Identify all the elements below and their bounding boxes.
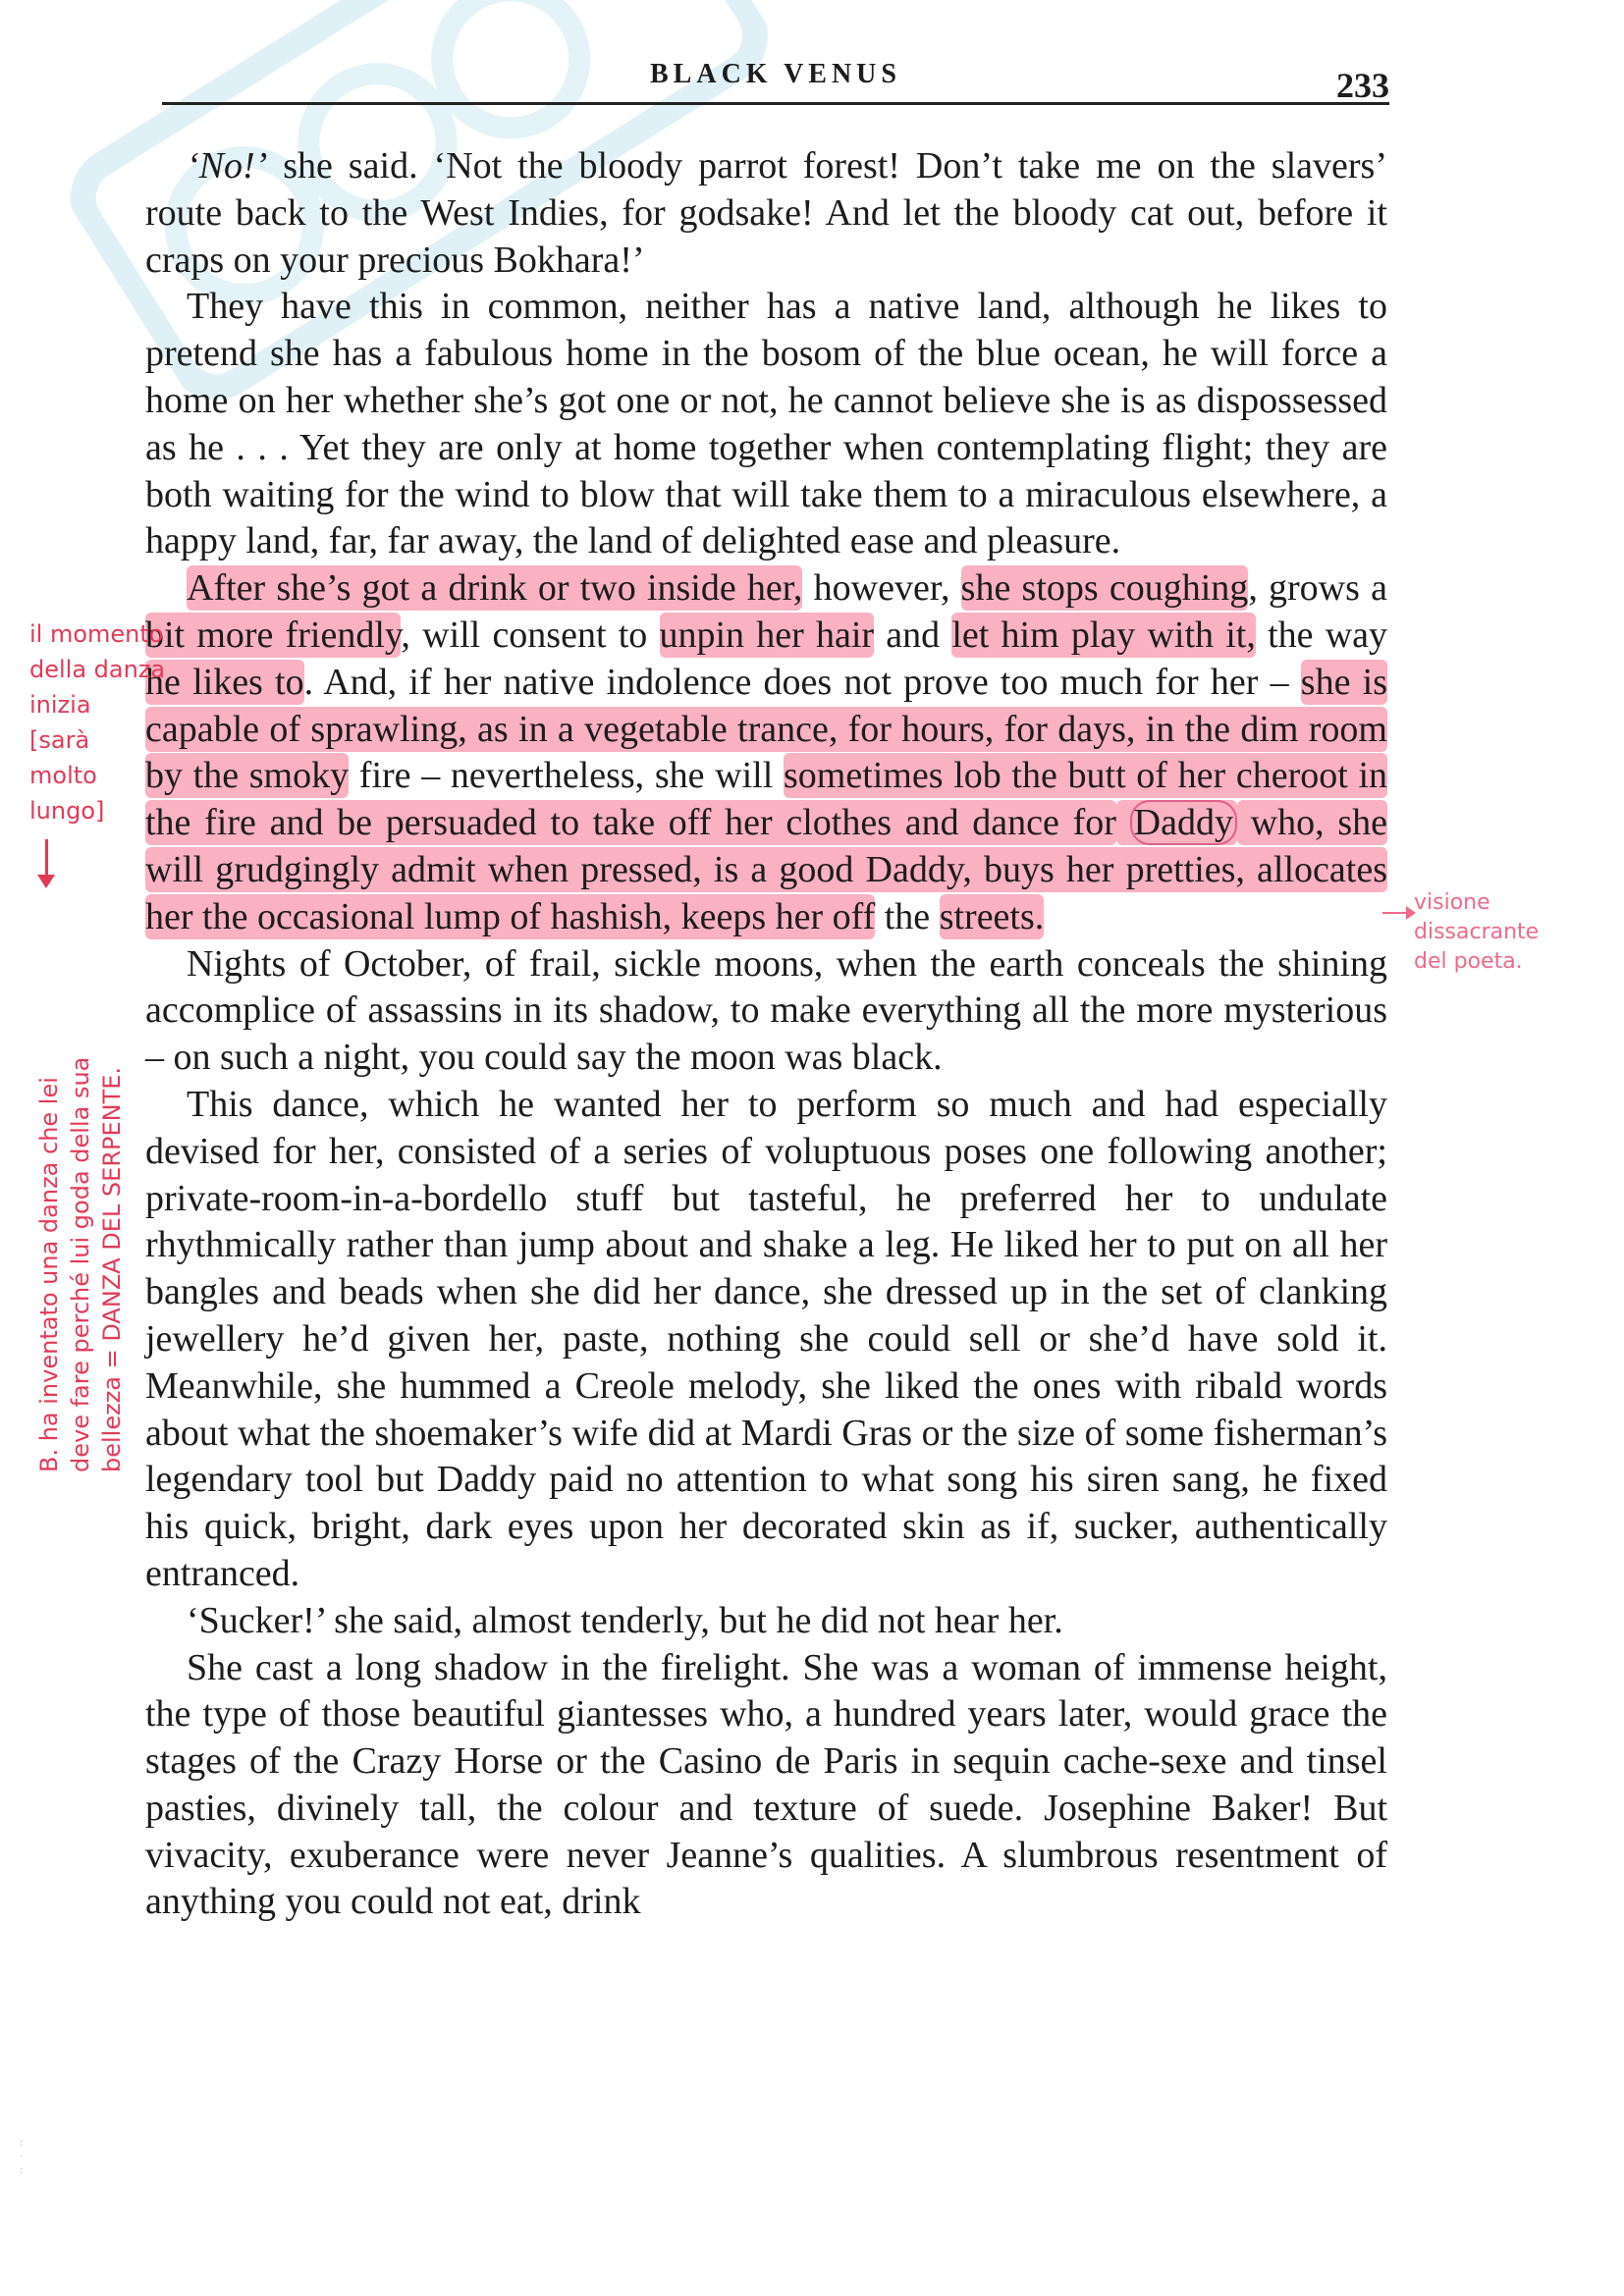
highlight-2: she stops coughing [960, 567, 1249, 610]
paragraph-2: They have this in common, neither has a native land, although he likes to pretend she has a fabulous home in the bosom of the blue ocean, he will force a home on her whether she’s got one or not, he cannot believe she is as dispossessed as he . . . Yet they are only at home together when contemplating flight; they are both waiting for the wind to blow that will take them to a miraculous elsewhere, a happy land, far, far away, the land of delighted ease and pleasure. [145, 286, 1387, 562]
text-segment: however, [802, 567, 961, 610]
annotation-serpent-dance [33, 962, 128, 1472]
body-text [145, 143, 1387, 1926]
circled-daddy: Daddy [1130, 800, 1237, 845]
annotation-line: molto [29, 762, 97, 789]
text-segment: and [874, 614, 952, 656]
highlight-9: who, she will grudgingly admit when pressed, is a good Daddy, buys her pretties, allocates her the occasional lump of hashish, keeps her off [145, 802, 1387, 937]
highlight-1: After she’s got a drink or two inside her, [187, 567, 803, 610]
paragraph-4: Nights of October, of frail, sickle moons, when the earth conceals the shining accomplice of assassins in its shadow, to make everything all the more mysterious – on such a night, you could say the moon was black. [145, 942, 1387, 1079]
annotation-line: inizia [29, 691, 91, 719]
emphasis-no: ‘No!’ [187, 145, 268, 187]
paragraph-7: She cast a long shadow in the firelight. She was a woman of immense height, the type of those beautiful giantesses who, a hundred years later, would grace the stages of the Crazy Horse or the Casino de Paris in sequin cache-sexe and tinsel pasties, divinely tall, the colour and texture of suede. Josephine Baker! But vivacity, exuberance were never Jeanne’s qualities. A slumbrous resentment of anything you could not eat, drink [145, 1646, 1387, 1923]
annotation-line: della danza [29, 656, 166, 683]
highlight-8: sometimes lob the butt of her cheroot in the fire and be persuaded to take off her clothes and dance for [145, 755, 1388, 844]
annotation-line: visione [1414, 890, 1490, 915]
highlight-5: let him play with it, [951, 614, 1256, 656]
annotation-dance-start [29, 616, 165, 828]
scan-specks: : · : [20, 2135, 24, 2176]
text-segment: , will consent to [401, 614, 660, 656]
page-number: 233 [1336, 66, 1389, 105]
paragraph-6: ‘Sucker!’ she said, almost tenderly, but he did not hear her. [187, 1599, 1063, 1641]
paragraph-3 [145, 565, 1387, 940]
highlight-3: bit more friendly [145, 614, 402, 656]
annotation-line: B. ha inventato una danza che lei [35, 1077, 63, 1472]
paragraph-5: This dance, which he wanted her to perform so much and had especially devised for her, consisted of a series of voluptuous poses one following another; private-room-in-a-bordello stuff but tasteful, he preferred her to undulate rhythmically rather than jump about and shake a leg. He liked her to put on all her bangles and beads when she did her dance, she dressed up in the set of clanking jewellery he’d given her, paste, nothing she could sell or she’d have sold it. Meanwhile, she hummed a Creole melody, she liked the ones with ribald words about what the shoemaker’s wife did at Mardi Gras or the size of some fisherman’s legendary tool but Daddy paid no attention to what song his siren sang, he fixed his quick, bright, dark eyes upon her decorated skin as if, sucker, authentically entranced. [145, 1083, 1387, 1594]
highlight-10: streets. [939, 895, 1045, 937]
annotation-line: il momento [29, 620, 164, 648]
arrow-right-icon [1382, 912, 1410, 914]
highlight-7: she is capable of sprawling, as in a vegetable trance, for hours, for days, in the dim room by the smoky [145, 661, 1387, 797]
annotation-line: del poeta. [1414, 949, 1523, 974]
arrow-down-icon [45, 839, 48, 879]
text-segment: fire – nevertheless, she will [349, 755, 784, 797]
annotation-line: deve fare perché lui goda della sua [67, 1056, 94, 1472]
running-title: BLACK VENUS [650, 59, 901, 89]
text-segment: the [875, 895, 940, 937]
annotation-line: lungo] [29, 797, 105, 825]
text-segment: . And, if her native indolence does not prove too much for her – [303, 661, 1301, 703]
running-head [162, 55, 1389, 105]
text-segment: the way [1255, 614, 1387, 656]
annotation-poet-view [1414, 888, 1539, 977]
annotation-line: [sarà [29, 726, 90, 754]
annotation-line: dissacrante [1414, 920, 1540, 944]
highlight-6: he likes to [145, 661, 304, 703]
annotation-line: bellezza = DANZA DEL SERPENTE. [98, 1066, 126, 1472]
paragraph-1 [145, 143, 1387, 284]
highlight-4: unpin her hair [659, 614, 875, 656]
text-segment: , grows a [1248, 567, 1387, 610]
paragraph-1-text: she said. ‘Not the bloody parrot forest! Don’t take me on the slavers’ route back to the West Indies, for godsake! And let the bloody cat out, before it craps on your precious Bokhara!’ [145, 145, 1387, 281]
